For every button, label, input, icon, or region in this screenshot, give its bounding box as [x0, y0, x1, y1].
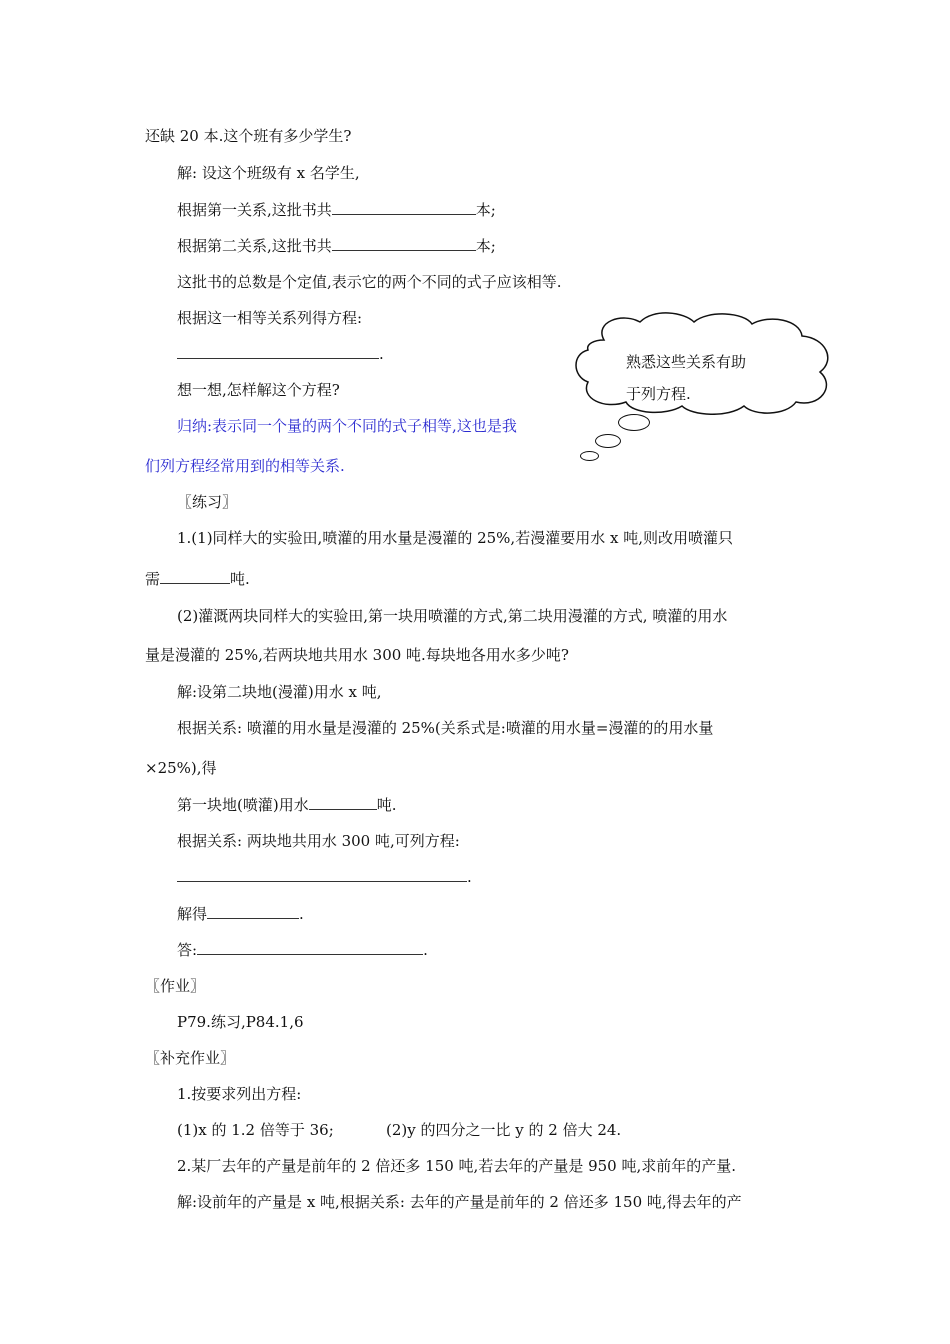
text-line: [177, 200, 496, 220]
summary-line: 归纳:表示同一个量的两个不同的式子相等,这也是我: [177, 417, 517, 435]
text-fragment: .: [299, 905, 304, 923]
answer-blank: [160, 569, 230, 584]
text-fragment: 答:: [177, 941, 198, 959]
text-fragment: 需: [145, 570, 161, 588]
thought-bubble: [618, 414, 650, 431]
text-fragment: 根据第二关系,这批书共: [177, 237, 332, 255]
answer-blank: [207, 904, 299, 919]
text-line: (2)y 的四分之一比 y 的 2 倍大 24.: [386, 1121, 622, 1139]
text-fragment: 解得: [177, 905, 208, 923]
text-line: 根据关系: 两块地共用水 300 吨,可列方程:: [177, 832, 460, 850]
text-line: [177, 904, 304, 924]
callout-text: 熟悉这些关系有助: [626, 353, 747, 371]
text-fragment: 本;: [475, 237, 496, 255]
equation-blank: [177, 867, 467, 882]
text-fragment: 第一块地(喷灌)用水: [177, 796, 309, 814]
text-line: [177, 867, 472, 887]
text-line: [177, 795, 397, 815]
text-line: 2.某厂去年的产量是前年的 2 倍还多 150 吨,若去年的产量是 950 吨,求前年的产量.: [177, 1157, 737, 1175]
text-line: [177, 940, 428, 960]
text-fragment: .: [379, 345, 384, 363]
text-line: 还缺 20 本.这个班有多少学生?: [145, 127, 352, 145]
text-line: 想一想,怎样解这个方程?: [177, 381, 340, 399]
answer-blank: [332, 236, 476, 251]
section-heading: 〖作业〗: [145, 977, 206, 995]
text-line: 量是漫灌的 25%,若两块地共用水 300 吨.每块地各用水多少吨?: [145, 646, 569, 664]
text-line: 1.按要求列出方程:: [177, 1085, 302, 1103]
text-line: 根据关系: 喷灌的用水量是漫灌的 25%(关系式是:喷灌的用水量=漫灌的的用水量: [177, 719, 714, 737]
callout-text: 于列方程.: [626, 385, 691, 403]
text-fragment: .: [423, 941, 428, 959]
answer-blank: [197, 940, 423, 955]
text-line: 解: 设这个班级有 x 名学生,: [177, 164, 360, 182]
text-line: (2)灌溉两块同样大的实验田,第一块用喷灌的方式,第二块用漫灌的方式, 喷灌的用水: [177, 607, 728, 625]
text-line: [145, 569, 250, 589]
summary-line: 们列方程经常用到的相等关系.: [145, 457, 345, 475]
text-fragment: 吨.: [376, 796, 397, 814]
text-fragment: .: [467, 868, 472, 886]
text-line: P79.练习,P84.1,6: [177, 1013, 304, 1031]
text-line: ×25%),得: [145, 759, 217, 777]
text-line: 解:设前年的产量是 x 吨,根据关系: 去年的产量是前年的 2 倍还多 150 吨,得去年的产: [177, 1193, 742, 1211]
text-line: [177, 344, 384, 364]
section-heading: 〖补充作业〗: [145, 1049, 236, 1067]
section-heading: 〖练习〗: [177, 493, 238, 511]
text-fragment: 根据第一关系,这批书共: [177, 201, 332, 219]
text-line: 解:设第二块地(漫灌)用水 x 吨,: [177, 683, 382, 701]
text-line: (1)x 的 1.2 倍等于 36;: [177, 1121, 334, 1139]
equation-blank: [177, 344, 379, 359]
answer-blank: [332, 200, 476, 215]
text-fragment: 吨.: [230, 570, 250, 588]
text-line: [177, 236, 496, 256]
text-fragment: 本;: [475, 201, 496, 219]
text-line: 1.(1)同样大的实验田,喷灌的用水量是漫灌的 25%,若漫灌要用水 x 吨,则改用喷灌只: [177, 529, 733, 547]
text-line: 这批书的总数是个定值,表示它的两个不同的式子应该相等.: [177, 273, 562, 291]
text-line: 根据这一相等关系列得方程:: [177, 309, 363, 327]
answer-blank: [309, 795, 377, 810]
thought-bubble: [580, 451, 599, 461]
thought-bubble: [595, 434, 621, 448]
